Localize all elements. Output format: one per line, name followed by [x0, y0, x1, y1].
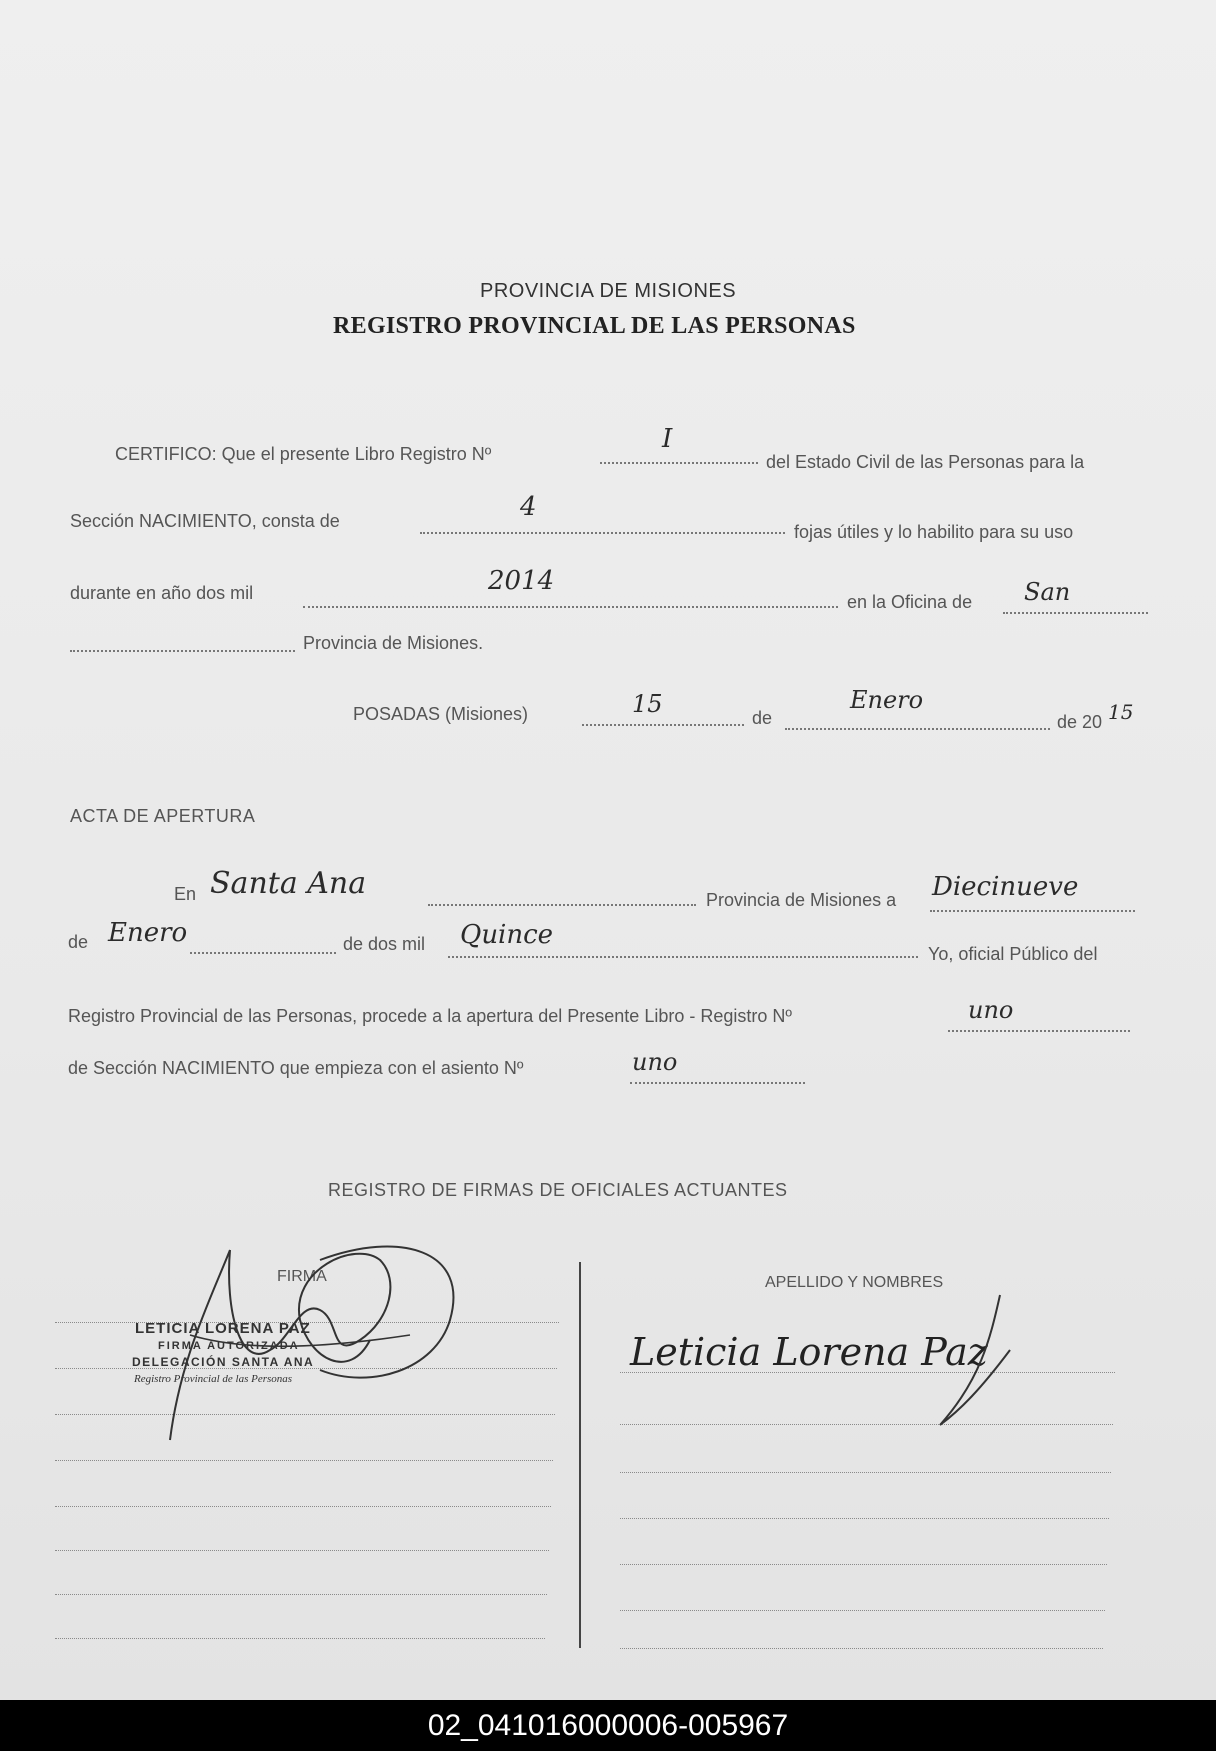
- year-prefix: de 20: [1057, 712, 1103, 732]
- place-label: POSADAS (Misiones): [353, 704, 529, 724]
- names-column-label: APELLIDO Y NOMBRES: [765, 1274, 944, 1291]
- opening-year-text: de dos mil: [343, 934, 426, 954]
- name-line: [620, 1518, 1109, 1519]
- year-field: [303, 588, 838, 608]
- date-de-label: de: [752, 708, 773, 728]
- certify-after-book: del Estado Civil de las Personas para la: [766, 452, 1085, 472]
- province-heading: PROVINCIA DE MISIONES: [480, 280, 737, 302]
- section-label: Sección NACIMIENTO, consta de: [70, 511, 340, 531]
- opening-en: En: [174, 884, 197, 904]
- opening-month-field: [190, 934, 336, 954]
- day-field: [582, 706, 744, 726]
- office-cont-field: [70, 632, 295, 652]
- opening-de: de: [68, 932, 89, 952]
- opening-title: ACTA DE APERTURA: [70, 806, 256, 826]
- opening-year-value: Quince: [460, 920, 554, 950]
- opening-registry-text: Registro Provincial de las Personas, procede a la apertura del Presente Libro - Registro Nº: [68, 1006, 792, 1026]
- signature-line: [55, 1638, 545, 1639]
- column-divider: [579, 1262, 581, 1648]
- stamp-registry: Registro Provincial de las Personas: [134, 1373, 293, 1385]
- day-value: 15: [632, 690, 663, 718]
- signature-scribble: [150, 1240, 550, 1460]
- opening-month-value: Enero: [108, 918, 188, 948]
- day-word-value: Diecinueve: [932, 872, 1079, 902]
- locality-value: Santa Ana: [210, 866, 367, 901]
- signature-line: [55, 1460, 553, 1461]
- name-line: [620, 1648, 1103, 1649]
- image-code: 02_041016000006-005967: [427, 1708, 789, 1742]
- entry-number-value: uno: [632, 1048, 678, 1076]
- name-line: [620, 1610, 1105, 1611]
- certify-intro: CERTIFICO: Que el presente Libro Registro Nº: [115, 444, 492, 464]
- name-flourish: [920, 1290, 1040, 1430]
- stamp-name: LETICIA LORENA PAZ: [135, 1320, 311, 1337]
- opening-section-text: de Sección NACIMIENTO que empieza con el asiento Nº: [68, 1058, 524, 1078]
- fojas-value: 4: [520, 492, 537, 522]
- signatures-title: REGISTRO DE FIRMAS DE OFICIALES ACTUANTES: [328, 1180, 788, 1200]
- fojas-after: fojas útiles y lo habilito para su uso: [794, 522, 1074, 542]
- office-value: San: [1024, 578, 1071, 606]
- year-suffix: 15: [1108, 700, 1134, 724]
- day-word-field: [930, 892, 1135, 912]
- signature-line: [55, 1594, 547, 1595]
- name-line: [620, 1472, 1111, 1473]
- year-label: durante en año dos mil: [70, 583, 254, 603]
- book-number-value: I: [662, 424, 673, 454]
- office-label: en la Oficina de: [847, 592, 973, 612]
- stamp-role: FIRMA AUTORIZADA: [158, 1340, 300, 1352]
- opening-yo-text: Yo, oficial Público del: [928, 944, 1098, 964]
- province-text: Provincia de Misiones.: [303, 633, 484, 653]
- year-value: 2014: [488, 566, 555, 596]
- registry-number-value: uno: [968, 996, 1014, 1024]
- image-code-bar: [0, 1700, 1216, 1751]
- signature-column-label: FIRMA: [277, 1268, 327, 1285]
- month-value: Enero: [850, 686, 924, 714]
- registry-heading: REGISTRO PROVINCIAL DE LAS PERSONAS: [333, 313, 856, 339]
- signature-line: [55, 1506, 551, 1507]
- name-line: [620, 1564, 1107, 1565]
- fojas-field: [420, 514, 785, 534]
- handwritten-name: Leticia Lorena Paz: [630, 1330, 988, 1374]
- book-number-field: [600, 444, 758, 464]
- stamp-office: DELEGACIÓN SANTA ANA: [132, 1355, 315, 1369]
- locality-field: [428, 886, 696, 906]
- signature-line: [55, 1550, 549, 1551]
- opening-province-text: Provincia de Misiones a: [706, 890, 897, 910]
